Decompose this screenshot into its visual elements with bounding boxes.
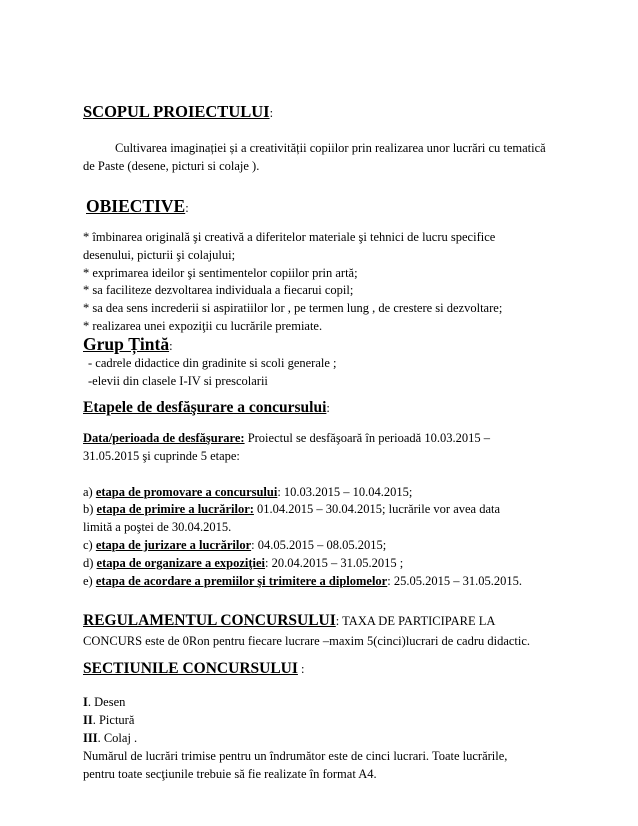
etapa-b-text: 01.04.2015 – 30.04.2015; lucrările vor avea data (253, 502, 501, 516)
section-regulament-heading (83, 613, 495, 629)
grup-colon: : (169, 339, 173, 353)
scop-title: SCOPUL PROIECTULUI (83, 102, 270, 121)
scop-colon: : (269, 106, 274, 120)
sectiune-item (83, 730, 137, 746)
section-scop-heading (83, 104, 273, 121)
etapa-c-letter: c) (83, 538, 96, 552)
obiective-item: * sa faciliteze dezvoltarea individuala a fiecarui copil; (83, 283, 354, 297)
section-sectiuni-heading (83, 661, 305, 677)
etape-perioada-line (83, 430, 490, 446)
grup-item: - cadrele didactice din gradinite si scoli generale ; (88, 356, 337, 370)
etapa-b-label: etapa de primire a lucrărilor: (96, 502, 254, 516)
etapa-a (83, 484, 412, 500)
grup-item: -elevii din clasele I-IV si prescolarii (88, 374, 268, 388)
obiective-title: OBIECTIVE (86, 196, 186, 216)
etapa-c-label: etapa de jurizare a lucrărilor (95, 538, 252, 552)
obiective-item: * realizarea unei expoziţii cu lucrările premiate. (83, 319, 323, 333)
obiective-item: desenului, picturii şi colajului; (83, 248, 236, 262)
sectiune-item (83, 694, 125, 710)
etape-perioada-line-2: 31.05.2015 şi cuprinde 5 etape: (83, 449, 240, 463)
etapa-a-label: etapa de promovare a concursului (95, 485, 278, 499)
etapa-a-letter: a) (83, 485, 96, 499)
section-etape-heading (83, 400, 330, 416)
etapa-a-text: : 10.03.2015 – 10.04.2015; (277, 485, 413, 499)
etape-title: Etapele de desfăşurare a concursului (83, 399, 327, 416)
etapa-e-text: : 25.05.2015 – 31.05.2015. (387, 574, 522, 588)
regulament-text-2: CONCURS este de 0Ron pentru fiecare lucrare –maxim 5(cinci)lucrari de cadru didactic. (83, 634, 531, 648)
etapa-e (83, 573, 522, 589)
sectiuni-colon: : (297, 662, 305, 676)
sectiuni-note-2: pentru toate secţiunile trebuie să fie realizate în format A4. (83, 767, 377, 781)
etapa-d-letter: d) (83, 556, 97, 570)
scop-text-line-1: Cultivarea imaginației și a creativității copiilor prin realizarea unor lucrări cu tematică (115, 141, 546, 155)
etapa-e-letter: e) (83, 574, 96, 588)
obiective-colon: : (185, 201, 189, 215)
etapa-d-label: etapa de organizare a expoziţiei (96, 556, 266, 570)
sectiune-label: . Desen (87, 695, 126, 709)
etapa-d (83, 555, 403, 571)
perioada-text: Proiectul se desfăşoară în perioadă 10.03.2015 – (244, 431, 490, 445)
sectiune-item (83, 712, 134, 728)
sectiune-num: I (83, 695, 88, 709)
scop-text-line-2: de Paste (desene, picturi si colaje ). (83, 159, 260, 173)
section-grup-heading (83, 336, 173, 354)
obiective-item: * îmbinarea originală şi creativă a diferitelor materiale şi tehnici de lucru specifice (83, 230, 496, 244)
section-obiective-heading (86, 198, 189, 216)
obiective-item: * exprimarea ideilor şi sentimentelor copiilor prin artă; (83, 266, 358, 280)
etapa-e-label: etapa de acordare a premiilor şi trimitere a diplomelor (95, 574, 388, 588)
etapa-d-text: : 20.04.2015 – 31.05.2015 ; (265, 556, 404, 570)
sectiune-label: . Colaj . (97, 731, 138, 745)
etapa-c (83, 537, 386, 553)
etape-colon: : (326, 401, 330, 415)
obiective-item: * sa dea sens increderii si aspiratiilor lor , pe termen lung , de crestere si dezvoltare; (83, 301, 503, 315)
etapa-b-letter: b) (83, 502, 97, 516)
etapa-c-text: : 04.05.2015 – 08.05.2015; (251, 538, 387, 552)
sectiuni-title: SECTIUNILE CONCURSULUI (83, 660, 298, 677)
etapa-b (83, 501, 500, 517)
regulament-text-1: : TAXA DE PARTICIPARE LA (335, 614, 496, 628)
sectiune-num: III (83, 731, 98, 745)
sectiune-label: . Pictură (92, 713, 135, 727)
sectiuni-note-1: Numărul de lucrări trimise pentru un îndrumător este de cinci lucrari. Toate lucrările, (83, 749, 508, 763)
grup-title: Grup Țintă (83, 334, 170, 354)
sectiune-num: II (83, 713, 93, 727)
perioada-label: Data/perioada de desfăşurare: (83, 431, 245, 445)
etapa-b-line-2: limită a poştei de 30.04.2015. (83, 520, 232, 534)
regulament-title: REGULAMENTUL CONCURSULUI (83, 612, 336, 629)
